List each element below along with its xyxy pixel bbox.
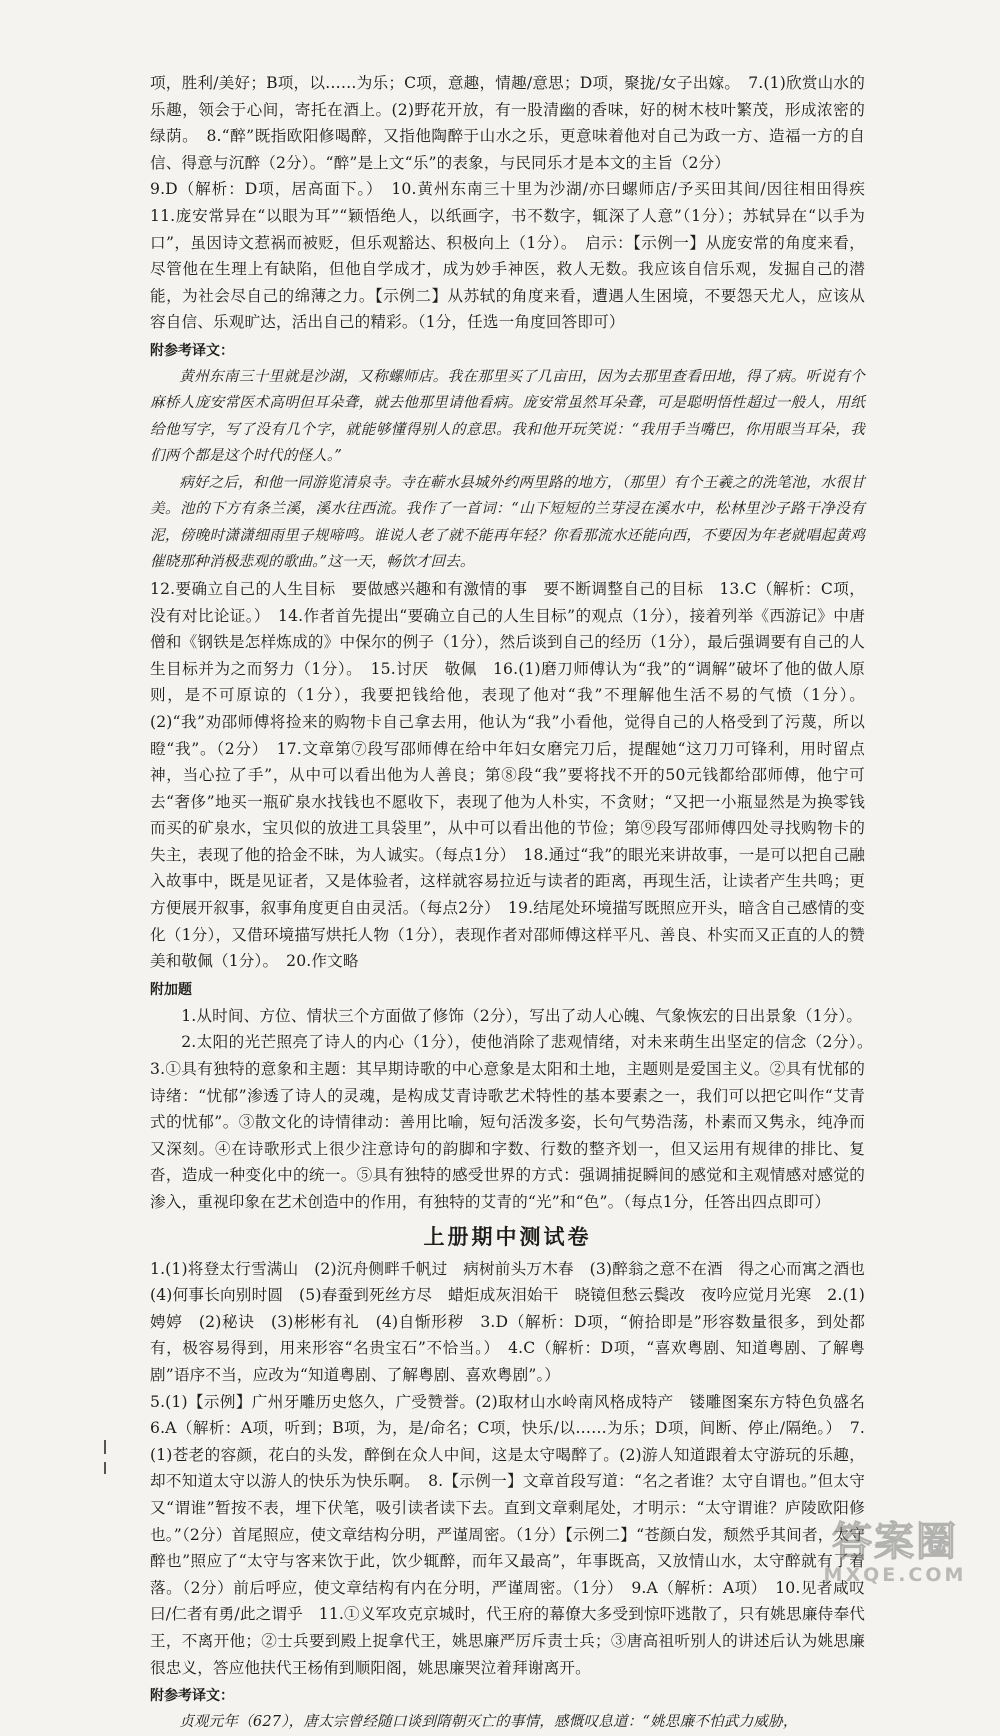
section-heading: 附加题	[150, 981, 192, 998]
answer-paragraph: 2.太阳的光芒照亮了诗人的内心（1分），使他消除了悲观情绪，对未来萌生出坚定的信念（2分）。 3.①具有独特的意象和主题：其早期诗歌的中心意象是太阳和土地，主题则是爱国主义。②具有忧郁的诗绪：“忧郁”渗透了诗人的灵魂，是构成艾青诗歌艺术特性的基本要素之一，我们可以把它叫作“艾青式的忧郁”。③散文化的诗情律动：善用比喻，短句活泼多姿，长句气势浩荡，朴素而又隽永，纯净而又深刻。④在诗歌形式上很少注意诗句的韵脚和字数、行数的整齐划一，但又运用有规律的排比、复沓，造成一种变化中的统一。⑤具有独特的感受世界的方式：强调捕捉瞬间的感觉和主观情感对感觉的渗入，重视印象在艺术创造中的作用，有独特的艾青的“光”和“色”。（每点1分，任答出四点即可）	[150, 1033, 881, 1211]
left-page-edge-mark	[104, 1440, 106, 1454]
translation-paragraph: 黄州东南三十里就是沙湖，又称螺师店。我在那里买了几亩田，因为去那里查看田地，得了病。听说有个麻桥人庞安常医术高明但耳朵聋，就去他那里请他看病。庞安常虽然耳朵聋，可是聪明悟性超过一般人，用纸给他写字，写了没有几个字，就能够懂得别人的意思。我和他开玩笑说：“我用手当嘴巴，你用眼当耳朵，我们两个都是这个时代的怪人。”	[150, 367, 865, 465]
translation-paragraph: 贞观元年（627），唐太宗曾经随口谈到隋朝灭亡的事情，感慨叹息道：“姚思廉不怕武力威胁，	[179, 1713, 798, 1731]
answer-paragraph: 1.(1)将登太行雪满山 (2)沉舟侧畔千帆过 病树前头万木春 (3)醉翁之意不在酒 得之心而寓之酒也 (4)何事长向别时圆 (5)春蚕到死丝方尽 蜡炬成灰泪始干 晓镜但愁云鬓改 夜吟应觉月光寒 2.(1)娉婷 (2)秘诀 (3)彬彬有礼 (4)自惭形秽 3.D（解析：D项，“俯拾即是”形容数量很多，到处都有，极容易得到，用来形容“名贵宝石”不恰当。） 4.C（解析：D项，“喜欢粤剧、知道粤剧、了解粤剧”语序不当，应改为“知道粤剧、了解粤剧、喜欢粤剧”。）	[150, 1259, 881, 1384]
watermark-logo	[816, 1520, 974, 1586]
answer-paragraph: 12.要确立自己的人生目标 要做感兴趣和有激情的事 要不断调整自己的目标 13.C（解析：C项，没有对比论证。） 14.作者首先提出“要确立自己的人生目标”的观点（1分），接着列举《西游记》中唐僧和《钢铁是怎样炼成的》中保尔的例子（1分），然后谈到自己的经历（1分），最后强调要有自己的人生目标并为之而努力（1分）。 15.讨厌 敬佩 16.(1)磨刀师傅认为“我”的“调解”破坏了他的做人原则，是不可原谅的（1分），我要把钱给他，表现了他对“我”不理解他生活不易的气愤（1分）。(2)“我”劝邵师傅将捡来的购物卡自己拿去用，他认为“我”小看他，觉得自己的人格受到了污蔑，所以瞪“我”。（2分） 17.文章第⑦段写邵师傅在给中年妇女磨完刀后，提醒她“这刀刀可锋利，用时留点神，当心拉了手”，从中可以看出他为人善良；第⑧段“我”要将找不开的50元钱都给邵师傅，他宁可去“奢侈”地买一瓶矿泉水找钱也不愿收下，表现了他为人朴实，不贪财；“又把一小瓶显然是为换零钱而买的矿泉水，宝贝似的放进工具袋里”，从中可以看出他的节俭；第⑨段写邵师傅四处寻找购物卡的失主，表现了他的拾金不昧，为人诚实。（每点1分） 18.通过“我”的眼光来讲故事，一是可以把自己融入故事中，既是见证者，又是体验者，这样就容易拉近与读者的距离，再现生活，让读者产生共鸣；更方便展开叙事，叙事角度更自由灵活。（每点2分） 19.结尾处环境描写既照应开头，暗含自己感情的变化（1分），又借环境描写烘托人物（1分），表现作者对邵师傅这样平凡、善良、朴实而又正直的人的赞美和敬佩（1分）。 20.作文略	[150, 579, 865, 971]
answer-paragraph: 9.D（解析：D项，居高面下。） 10.黄州东南三十里为沙湖/亦曰螺师店/予买田其间/因往相田得疾 11.庞安常异在“以眼为耳”“颖悟绝人，以纸画字，书不数字，辄深了人意”（1分）；苏轼异在“以手为口”，虽因诗文惹祸而被贬，但乐观豁达、积极向上（1分）。 启示：【示例一】从庞安常的角度来看，尽管他在生理上有缺陷，但他自学成才，成为妙手神医，救人无数。我应该自信乐观，发掘自己的潜能，为社会尽自己的绵薄之力。【示例二】从苏轼的角度来看，遭遇人生困境，不要怨天尤人，应该从容自信、乐观旷达，活出自己的精彩。（1分，任选一角度回答即可）	[150, 180, 881, 332]
answer-paragraph: 项，胜利/美好；B项，以……为乐；C项，意趣，情趣/意思；D项，聚拢/女子出嫁。 7.(1)欣赏山水的乐趣，领会于心间，寄托在酒上。(2)野花开放，有一股清幽的香味，好的树木枝叶繁茂，形成浓密的绿荫。 8.“醉”既指欧阳修喝醉，又指他陶醉于山水之乐，更意味着他对自己为政一方、造福一方的自信、得意与沉醉（2分）。“醉”是上文“乐”的表象，与民同乐才是本文的主旨（2分）	[150, 74, 865, 172]
answer-paragraph: 1.从时间、方位、情状三个方面做了修饰（2分），写出了动人心魄、气象恢宏的日出景象（1分）。	[181, 1006, 863, 1025]
watermark-text: 答案圈	[832, 1519, 958, 1565]
section-heading: 附参考译文：	[150, 1688, 234, 1705]
left-page-edge-mark	[104, 1462, 106, 1474]
answer-paragraph: 5.(1)【示例】广州牙雕历史悠久，广受赞誉。(2)取材山水岭南风格成特产 镂雕图案东方特色负盛名 6.A（解析：A项，听到；B项，为，是/命名；C项，快乐/以……为乐；D项，间断、停止/隔绝。） 7.(1)苍老的容颜，花白的头发，醉倒在众人中间，这是太守喝醉了。(2)游人知道跟着太守游玩的乐趣，却不知道太守以游人的快乐为快乐啊。 8.【示例一】文章首段写道：“名之者谁？太守自谓也。”但太守又“谓谁”暂按不表，埋下伏笔，吸引读者读下去。直到文章剩尾处，才明示：“太守谓谁？庐陵欧阳修也。”（2分）首尾照应，使文章结构分明，严谨周密。（1分）【示例二】“苍颜白发，颓然乎其间者，太守醉也”照应了“太守与客来饮于此，饮少辄醉，而年又最高”，年事既高，又放情山水，太守醉就有了着落。（2分）前后呼应，使文章结构有内在分明，严谨周密。（1分） 9.A（解析：A项） 10.见者咸叹曰/仁者有勇/此之谓乎 11.①义军攻克京城时，代王府的幕僚大多受到惊吓逃散了，只有姚思廉侍奉代王，不离开他；②士兵要到殿上捉拿代王，姚思廉严厉斥责士兵；③唐高祖听别人的讲述后认为姚思廉很忠义，答应他扶代王杨侑到顺阳阁，姚思廉哭泣着拜谢离开。	[150, 1392, 881, 1677]
section-heading: 附参考译文：	[150, 342, 234, 359]
answer-page	[150, 70, 881, 1736]
watermark-url: MXQE.COM	[823, 1564, 967, 1586]
translation-paragraph: 病好之后，和他一同游览清泉寺。寺在蕲水县城外约两里路的地方，（那里）有个王羲之的洗笔池，水很甘美。池的下方有条兰溪，溪水往西流。我作了一首词：“山下短短的兰芽浸在溪水中，松林里沙子路干净没有泥，傍晚时潇潇细雨里子规啼鸣。谁说人老了就不能再年轻？你看那流水还能向西，不要因为年老就唱起黄鸡催晓那种消极悲观的歌曲。”这一天，畅饮才回去。	[150, 473, 865, 571]
page-title: 上册期中测试卷	[423, 1224, 592, 1249]
